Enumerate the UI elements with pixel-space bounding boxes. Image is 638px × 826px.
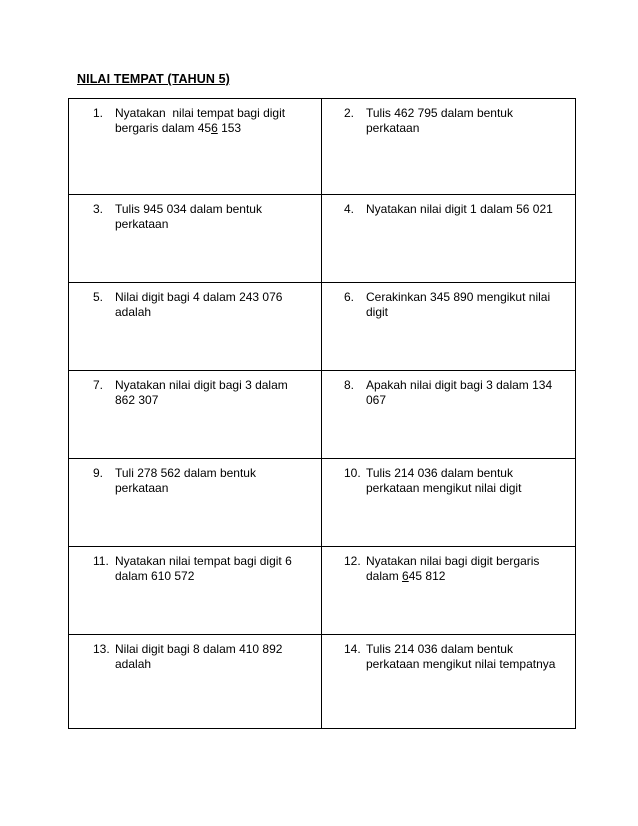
question-item [322,371,575,408]
question-item [69,459,321,496]
question-number: 12. [344,554,361,568]
question-item [322,635,575,672]
question-number: 1. [93,106,104,120]
question-number: 4. [344,202,355,216]
question-cell [69,195,322,283]
question-number: 9. [93,466,104,480]
question-text [366,290,565,320]
question-text [115,378,305,408]
question-text [366,642,565,672]
question-text [366,106,565,136]
question-cell [69,283,322,371]
question-number: 3. [93,202,104,216]
underlined-digit: 6 [402,569,409,583]
question-text [366,466,565,496]
question-text [366,202,565,217]
question-cell [69,99,322,195]
question-text [366,554,565,584]
question-number: 14. [344,642,361,656]
table-row [69,195,576,283]
question-text-part: Nyatakan nilai digit bagi 3 dalam 862 307 [115,378,292,407]
page-title: NILAI TEMPAT (TAHUN 5) [77,72,230,86]
table-row [69,635,576,729]
question-number: 2. [344,106,355,120]
question-text-part: Apakah nilai digit bagi 3 dalam 134 067 [366,378,556,407]
question-text-part: Tulis 462 795 dalam bentuk perkataan [366,106,517,135]
question-number: 11. [93,554,109,568]
question-cell [322,459,576,547]
question-text-part: Tuli 278 562 dalam bentuk perkataan [115,466,260,495]
question-text-part: Nilai digit bagi 8 dalam 410 892 adalah [115,642,286,671]
question-item [69,283,321,320]
question-item [322,547,575,584]
question-text [115,290,305,320]
question-item [69,635,321,672]
underlined-digit: 6 [211,121,218,135]
question-number: 8. [344,378,355,392]
question-cell [69,635,322,729]
question-text-part: Nilai digit bagi 4 dalam 243 076 adalah [115,290,286,319]
table-row [69,547,576,635]
question-cell [322,547,576,635]
question-text-part: 45 812 [408,569,446,583]
table-row [69,459,576,547]
question-text-part: 153 [217,121,242,135]
question-item [69,371,321,408]
question-cell [322,635,576,729]
table-row [69,283,576,371]
question-text [115,202,305,232]
question-cell [322,99,576,195]
question-item [69,195,321,232]
question-text-part: Nyatakan nilai tempat bagi digit 6 dalam 610 572 [115,554,296,583]
question-number: 13. [93,642,110,656]
question-cell [322,283,576,371]
table-row [69,371,576,459]
question-text [115,106,305,136]
question-cell [322,371,576,459]
question-cell [69,459,322,547]
question-text [115,466,305,496]
question-number: 7. [93,378,104,392]
question-number: 5. [93,290,104,304]
question-cell [322,195,576,283]
question-item [69,547,321,584]
question-text-part: Nyatakan nilai bagi digit bergaris dalam [366,554,543,583]
question-text-part: Tulis 214 036 dalam bentuk perkataan mengikut nilai tempatnya [366,642,556,671]
question-text-part: Cerakinkan 345 890 mengikut nilai digit [366,290,554,319]
question-text-part: Nyatakan nilai tempat bagi digit bergaris dalam 45 [115,106,289,135]
question-cell [69,547,322,635]
question-table [68,98,576,729]
question-item [322,99,575,136]
question-item [69,99,321,136]
question-item [322,283,575,320]
question-item [322,195,575,217]
question-text [115,554,305,584]
question-cell [69,371,322,459]
question-text [366,378,565,408]
question-text-part: Tulis 214 036 dalam bentuk perkataan mengikut nilai digit [366,466,522,495]
question-text-part: Nyatakan nilai digit 1 dalam 56 021 [366,202,553,216]
question-number: 6. [344,290,355,304]
question-item [322,459,575,496]
question-number: 10. [344,466,361,480]
question-text [115,642,305,672]
table-row [69,99,576,195]
question-text-part: Tulis 945 034 dalam bentuk perkataan [115,202,266,231]
